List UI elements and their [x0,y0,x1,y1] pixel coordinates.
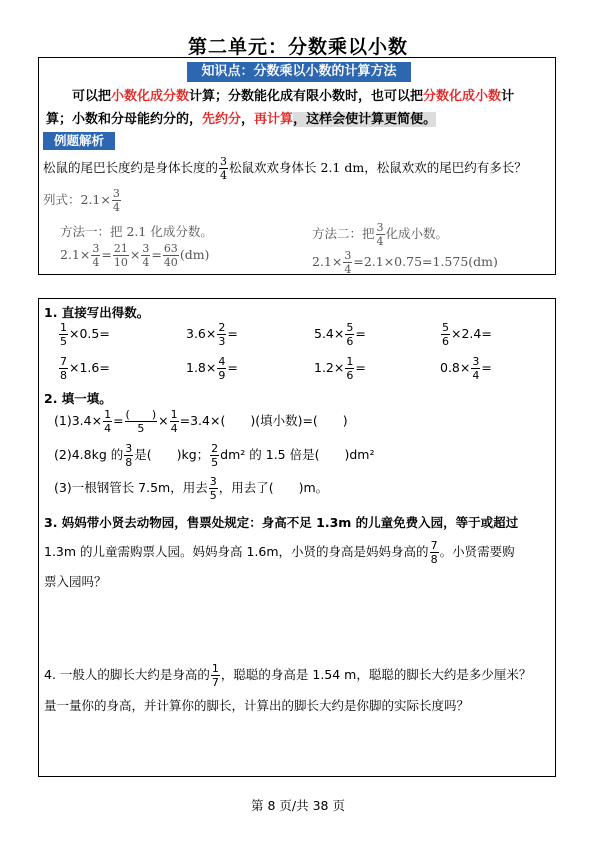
numerator-blank[interactable]: ( ) [125,408,157,421]
fraction-1-7 [211,663,220,688]
numerator: 2 [218,321,226,334]
fraction-3-4 [343,250,352,275]
example-question-text: 松鼠欢欢身体长 2.1 dm，松鼠欢欢的尾巴约有多长？ [229,160,527,175]
calc-text: =2.1×0.75=1.575(dm) [353,254,498,269]
denominator: 6 [442,335,449,348]
q1-post[interactable]: = [227,326,238,341]
q3-text: 3. 妈妈带小贤去动物园，售票处规定：身高不足 1.3m 的儿童免费入园，等于或超过 [44,515,519,530]
fraction-2-5 [210,443,219,468]
numerator: 1 [211,662,219,675]
q1-title: 1. 直接写出得数。 [44,305,150,320]
fraction-1-4 [170,409,179,434]
numerator: 1 [60,321,67,334]
numerator: 3 [92,242,100,255]
fraction-21-10 [113,243,129,268]
fraction-blank-5 [125,409,158,434]
calc-text: 2.1× [60,247,91,262]
knowledge-text: 计算；分数能化成有限小数时，也可以把 [189,89,424,104]
fraction-1-4 [103,409,112,434]
q1-item [440,356,492,381]
numerator: 3 [112,187,120,200]
numerator: 3 [142,242,150,255]
q4-text: 4. 一般人的脚长大约是身高的 [44,667,210,682]
knowledge-text: 计 [501,89,515,104]
q1-item [186,322,238,347]
q1-item [58,322,110,347]
denominator: 4 [472,369,480,382]
calc-text: (dm) [179,247,210,262]
fraction-3-8 [124,443,133,468]
q3-text: 。小贤需要购 [439,544,515,559]
q2-text[interactable]: ，用去了( )m。 [218,480,329,495]
q2-text: × [158,413,169,428]
knowledge-text: 可以把 [72,89,112,104]
q1-pre: 1.8× [186,360,217,375]
numerator: 3 [376,221,384,234]
q1-post[interactable]: = [355,360,366,375]
denominator: 5 [209,489,217,502]
denominator: 8 [430,553,438,566]
knowledge-line-2 [46,107,554,133]
knowledge-text: ， [241,112,255,127]
calc-text: = [101,247,112,262]
q1-fraction [217,322,226,347]
denominator: 4 [112,201,120,214]
q3-line-3: 票入园吗？ [44,574,107,589]
page-footer: 第 8 页/共 38 页 [251,798,345,813]
formula-text: 列式：2.1× [43,192,111,207]
q1-item [314,356,366,381]
q1-item [186,356,238,381]
numerator: 1 [346,355,354,368]
denominator: 40 [163,256,178,269]
q2-3 [54,476,328,501]
method-1-calc [60,243,209,268]
knowledge-emphasis: 小数化成分数 [111,89,190,104]
knowledge-text: ，这样会使计算更简便。 [293,112,437,127]
denominator: 9 [218,369,226,382]
knowledge-label: 知识点：分数乘以小数的计算方法 [187,62,411,82]
numerator: 7 [430,539,438,552]
knowledge-text: 算；小数和分母能约分的， [46,112,203,127]
denominator: 4 [170,422,178,435]
q3-line-1 [44,513,518,531]
numerator: 3 [125,442,133,455]
denominator: 4 [376,235,384,248]
q1-post[interactable]: = [355,326,366,341]
q1-pre: 5.4× [314,326,345,341]
fraction-7-8 [430,540,439,565]
fraction-3-4 [219,156,228,181]
q1-fraction [345,356,354,381]
method-2-calc [312,250,498,275]
q1-fraction [59,322,68,347]
denominator: 8 [60,369,67,382]
calc-text: 化成小数。 [385,226,449,241]
numerator: 1 [104,408,112,421]
numerator: 1 [170,408,178,421]
fraction-3-4 [112,188,121,213]
q1-item [314,322,366,347]
q2-text[interactable]: =3.4×( )(填小数)=( ) [179,413,348,428]
example-label: 例题解析 [43,132,115,150]
method-1-title: 方法一：把 2.1 化成分数。 [60,224,213,239]
fraction-3-4 [141,243,150,268]
q1-fraction [59,356,68,381]
numerator: 3 [344,249,352,262]
denominator: 4 [344,263,352,276]
fraction-3-4 [376,222,385,247]
q2-text[interactable]: 是( )kg； [134,447,210,462]
denominator: 6 [346,335,354,348]
numerator: 3 [220,155,228,168]
calc-text: = [151,247,162,262]
q2-1 [54,409,348,434]
fraction-3-4 [91,243,100,268]
q1-fraction [471,356,480,381]
q3-text: 1.3m 的儿童需购票人园。妈妈身高 1.6m，小贤的身高是妈妈身高的 [44,544,429,559]
q1-post[interactable]: ×1.6= [69,360,110,375]
denominator: 4 [104,422,112,435]
numerator: 21 [113,242,128,255]
denominator: 3 [218,335,226,348]
denominator: 4 [92,256,100,269]
knowledge-emphasis: 先约分 [202,112,242,127]
denominator: 10 [113,256,128,269]
q2-text: (1)3.4× [54,413,103,428]
q4-line-1 [44,663,531,688]
q1-fraction [441,322,450,347]
q1-pre: 0.8× [440,360,471,375]
q2-text: (3)一根钢管长 7.5m，用去 [54,480,208,495]
denominator: 5 [60,335,67,348]
q4-line-2: 量一量你的身高，并计算你的脚长，计算出的脚长大约是你脚的实际长度吗？ [44,698,470,713]
q2-text: = [113,413,124,428]
q1-fraction [345,322,354,347]
denominator: 7 [211,676,219,689]
q1-post[interactable]: ×2.4= [451,326,492,341]
numerator: 3 [472,355,480,368]
q1-post[interactable]: = [481,360,492,375]
example-formula [43,188,122,213]
q2-text: (2)4.8kg 的 [54,447,124,462]
knowledge-emphasis: 分数化成小数 [423,89,502,104]
q1-pre: 3.6× [186,326,217,341]
q2-text[interactable]: dm² 的 1.5 倍是( )dm² [220,447,375,462]
numerator: 3 [209,475,217,488]
example-question-text: 松鼠的尾巴长度约是身体长度的 [43,160,219,175]
denominator: 6 [346,369,354,382]
method-2-title [312,222,448,247]
q1-post[interactable]: = [227,360,238,375]
numerator: 4 [218,355,226,368]
numerator: 2 [211,442,219,455]
q3-line-2 [44,540,515,565]
fraction-3-5 [209,476,218,501]
denominator: 4 [142,256,150,269]
page-title: 第二单元：分数乘以小数 [187,36,408,58]
numerator: 63 [163,242,178,255]
q4-text: ，聪聪的身高是 1.54 m，聪聪的脚长大约是多少厘米？ [220,667,532,682]
q1-fraction [217,356,226,381]
q1-item [440,322,492,347]
q1-item [58,356,110,381]
denominator: 8 [125,456,133,469]
numerator: 5 [346,321,354,334]
denominator: 5 [211,456,219,469]
q1-post[interactable]: ×0.5= [69,326,110,341]
example-question [43,156,527,181]
knowledge-emphasis: 再计算 [254,112,294,127]
calc-text: 2.1× [312,254,343,269]
fraction-63-40 [163,243,179,268]
numerator: 5 [442,321,449,334]
calc-text: × [129,247,141,262]
denominator: 5 [137,422,145,435]
numerator: 7 [60,355,67,368]
q2-title: 2. 填一填。 [44,391,112,406]
denominator: 4 [220,169,228,182]
calc-text: 方法二：把 [312,226,375,241]
q2-2 [54,443,374,468]
q1-pre: 1.2× [314,360,345,375]
